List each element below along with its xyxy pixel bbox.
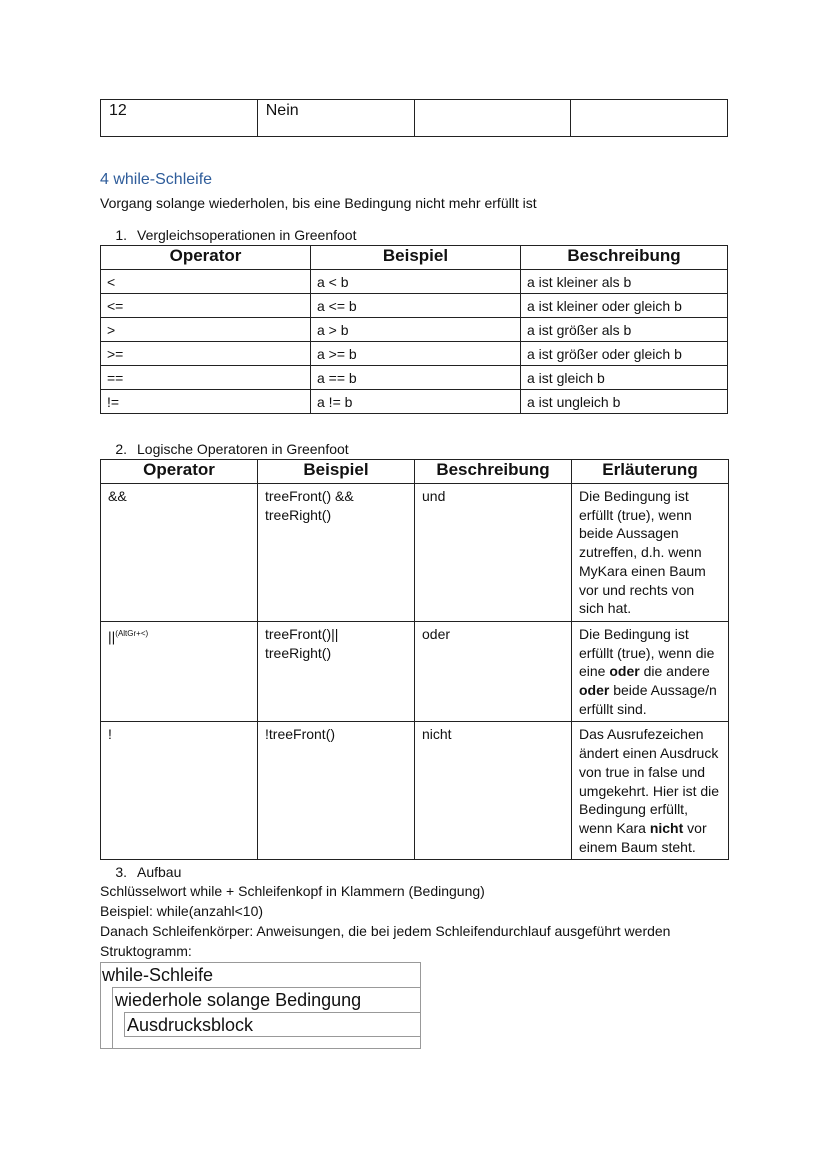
- text: Das Ausrufezeichen ändert einen Ausdruck von true in false und umgekehrt. Hier ist die Bedingung erfüllt, wenn Kara: [579, 726, 720, 836]
- table-cell: !treeFront(): [258, 722, 415, 860]
- list-label: Aufbau: [137, 864, 182, 880]
- table-cell: a != b: [311, 390, 521, 414]
- table-cell: !: [101, 722, 258, 860]
- table-row: [101, 366, 728, 390]
- text: die andere: [643, 663, 710, 680]
- bold-text: nicht: [649, 819, 684, 836]
- table-row-not: [101, 722, 729, 860]
- table-row: [101, 270, 728, 294]
- table-cell: <=: [101, 294, 311, 318]
- list-label: Vergleichsoperationen in Greenfoot: [137, 227, 357, 243]
- aufbau-line: Struktogramm:: [100, 943, 192, 959]
- table-row: [101, 294, 728, 318]
- table-row: [101, 342, 728, 366]
- table-cell: ==: [101, 366, 311, 390]
- table-row: [101, 100, 728, 137]
- operator-note: (AltGr+<): [115, 628, 149, 638]
- table-cell: [258, 621, 415, 722]
- table-cell: >: [101, 318, 311, 342]
- table-cell: oder: [415, 621, 572, 722]
- table-header-row: [101, 246, 728, 270]
- example-line: treeRight(): [265, 506, 332, 523]
- text: beide Aussage/n erfüllt sind.: [579, 682, 717, 717]
- list-number: 3.: [115, 864, 127, 880]
- table-cell: nicht: [415, 722, 572, 860]
- list-number: 1.: [115, 227, 127, 243]
- table-cell: a > b: [311, 318, 521, 342]
- column-header: Beispiel: [311, 246, 521, 270]
- example-line: treeFront() &&: [265, 488, 354, 504]
- table-cell: Die Bedingung ist erfüllt (true), wenn beide Aussagen zutreffen, d.h. wenn MyKara einen Baum vor und rechts von sich hat.: [572, 484, 729, 622]
- aufbau-line: Beispiel: while(anzahl<10): [100, 903, 264, 919]
- bold-text: oder: [579, 682, 610, 699]
- text: vor einem Baum steht.: [579, 819, 707, 855]
- bold-text: oder: [609, 663, 640, 680]
- list-item-logic: [100, 441, 349, 457]
- table-cell: a ist größer oder gleich b: [521, 342, 728, 366]
- table-header-row: [101, 460, 729, 484]
- example-line: treeFront()||: [265, 625, 339, 642]
- aufbau-line: Danach Schleifenkörper: Anweisungen, die bei jedem Schleifendurchlauf ausgeführt werden: [100, 923, 671, 939]
- struktogramm-block: Ausdrucksblock: [127, 1015, 254, 1035]
- operator-symbol: ||: [108, 628, 116, 645]
- table-cell: a < b: [311, 270, 521, 294]
- aufbau-line: Schlüsselwort while + Schleifenkopf in Klammern (Bedingung): [100, 883, 485, 899]
- table-cell: [572, 722, 729, 860]
- table-cell: und: [415, 484, 572, 622]
- table-cell: a ist ungleich b: [521, 390, 728, 414]
- table-cell: a ist kleiner oder gleich b: [521, 294, 728, 318]
- table-row-and: [101, 484, 729, 622]
- table-cell: a == b: [311, 366, 521, 390]
- list-number: 2.: [115, 441, 127, 457]
- example-line: treeRight(): [265, 644, 332, 661]
- table-cell: [572, 621, 729, 722]
- text: Die Bedingung ist erfüllt (true), wenn die eine: [579, 625, 715, 680]
- comparison-table: [100, 245, 728, 414]
- table-cell: a ist kleiner als b: [521, 270, 728, 294]
- table-row: [101, 390, 728, 414]
- table-cell: [101, 621, 258, 722]
- table-cell: !=: [101, 390, 311, 414]
- table-cell: [414, 100, 571, 137]
- table-row-or: [101, 621, 729, 722]
- table-cell: a <= b: [311, 294, 521, 318]
- column-header: Beschreibung: [521, 246, 728, 270]
- logic-table: [100, 459, 729, 860]
- section-intro: Vorgang solange wiederholen, bis eine Bedingung nicht mehr erfüllt ist: [100, 195, 537, 211]
- table-cell: 12: [101, 100, 258, 137]
- column-header: Erläuterung: [572, 460, 729, 484]
- table-cell: Nein: [257, 100, 414, 137]
- struktogramm-title: while-Schleife: [102, 965, 214, 985]
- table-cell: &&: [101, 484, 258, 622]
- column-header: Operator: [101, 246, 311, 270]
- table-cell: a ist gleich b: [521, 366, 728, 390]
- table-cell: a ist größer als b: [521, 318, 728, 342]
- continuation-table: [100, 99, 728, 137]
- table-row: [101, 318, 728, 342]
- list-label: Logische Operatoren in Greenfoot: [137, 441, 349, 457]
- list-item-aufbau: [100, 864, 181, 880]
- table-cell: [258, 484, 415, 622]
- column-header: Beispiel: [258, 460, 415, 484]
- struktogramm-condition: wiederhole solange Bedingung: [115, 990, 362, 1010]
- table-cell: a >= b: [311, 342, 521, 366]
- column-header: Operator: [101, 460, 258, 484]
- section-heading: 4 while-Schleife: [100, 171, 213, 188]
- table-cell: [571, 100, 728, 137]
- table-cell: <: [101, 270, 311, 294]
- table-cell: >=: [101, 342, 311, 366]
- column-header: Beschreibung: [415, 460, 572, 484]
- list-item-comparison: [100, 227, 356, 243]
